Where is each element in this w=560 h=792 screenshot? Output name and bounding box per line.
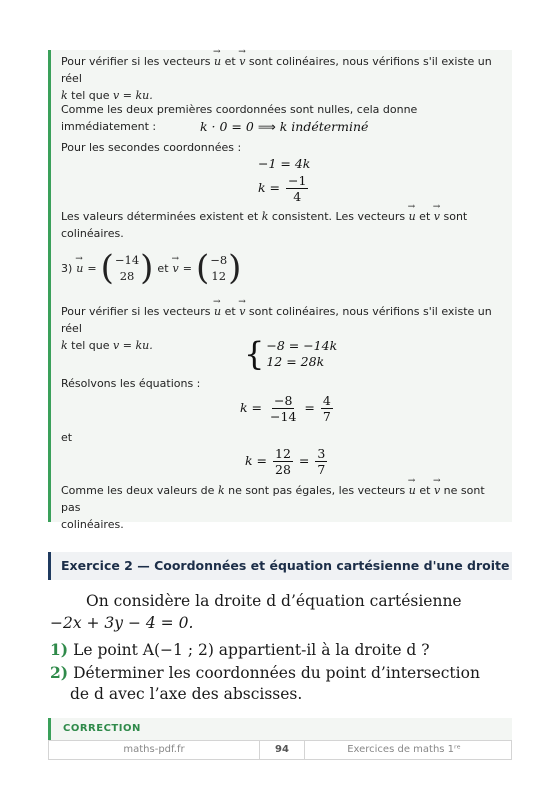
equation-k-3-7: k = $\frac{12}{28}$ = $\frac{3}{7}$: [245, 446, 326, 477]
vector-v-coordinates: ( −8 12 ): [195, 248, 242, 288]
question-2-line-2: de d avec l’axe des abscisses.: [70, 685, 303, 703]
u-y: 28: [119, 269, 135, 283]
eq-right: k indéterminé: [279, 119, 369, 134]
equation-system: { −8 = −14k 12 = 28k: [244, 335, 338, 373]
text: et: [224, 55, 236, 68]
paragraph-colinearity-check-1: [61, 53, 506, 104]
vector-u: → u: [76, 260, 83, 277]
vector-u: → u: [409, 482, 416, 499]
page-footer: [48, 740, 512, 760]
correction-label: CORRECTION: [63, 723, 141, 734]
numerator: 3: [317, 446, 326, 461]
text: ne sont pas égales, les vecteurs: [228, 484, 406, 497]
equation-k-fraction: [258, 173, 310, 204]
vector-v: → v: [434, 208, 440, 225]
equation-v-ku: v = ku.: [113, 89, 153, 102]
text: sont colinéaires, nous vérifions s'il existe un réel: [61, 305, 492, 335]
item-3-vectors: 3) → u = ( −14 28 ) et → v = ( −8 12 ): [61, 251, 506, 285]
variable-k: k: [61, 89, 68, 102]
denominator: 7: [322, 409, 331, 424]
system-row-1: −8 = −14k: [266, 338, 338, 353]
text: Pour vérifier si les vecteurs: [61, 55, 211, 68]
text: sont: [443, 210, 468, 223]
denominator: 28: [275, 462, 291, 477]
denominator: 4: [293, 189, 302, 204]
text: Pour vérifier si les vecteurs: [61, 305, 211, 318]
question-text: Le point A(−1 ; 2) appartient-il à la droite d ?: [73, 641, 430, 659]
vector-u: → u: [214, 303, 221, 320]
exercise-equation: −2x + 3y − 4 = 0.: [50, 614, 194, 632]
vector-u: → u: [409, 208, 416, 225]
text: ne sont pas: [61, 484, 485, 514]
exercise-intro-line-1: On considère la droite d d’équation cartésienne: [86, 592, 462, 610]
equation-k-4-7: k = $\frac{-8}{-14}$ = $\frac{4}{7}$: [240, 393, 331, 424]
paragraph-conclusion-3: [61, 482, 506, 533]
system-row-2: 12 = 28k: [266, 354, 325, 369]
text-et: et: [61, 431, 73, 444]
text: tel que: [71, 339, 110, 352]
vector-v: → v: [434, 482, 440, 499]
paragraph-first-coordinates: Comme les deux premières coordonnées sont nulles, cela donne immédiatement :: [61, 103, 418, 133]
fraction: [315, 446, 327, 477]
eq-left: k =: [245, 453, 268, 468]
equation-v-ku: v = ku.: [113, 339, 153, 352]
fraction: [321, 393, 333, 424]
variable-k: k: [261, 210, 269, 223]
item-number: 3): [61, 261, 73, 275]
text: Les valeurs déterminées existent et: [61, 210, 259, 223]
fraction: [273, 446, 293, 477]
footer-page-number: 94: [259, 741, 305, 759]
text: Comme les deux valeurs de: [61, 484, 215, 497]
vector-v: → v: [239, 303, 245, 320]
footer-title: Exercices de maths 1ʳᵉ: [347, 744, 461, 755]
numerator: 12: [275, 446, 291, 461]
u-x: −14: [114, 253, 140, 267]
numerator: −8: [273, 393, 293, 408]
paragraph-second-coordinates: Pour les secondes coordonnées :: [61, 141, 242, 154]
correction-block-2: [48, 718, 512, 740]
eq-left: k =: [240, 400, 263, 415]
text: et: [419, 210, 431, 223]
equation-k-indetermine: [200, 119, 368, 134]
footer-site: maths-pdf.fr: [123, 744, 185, 755]
paragraph-solve-equations: Résolvons les équations :: [61, 377, 201, 390]
question-1: [50, 640, 430, 659]
vector-u: → u: [214, 53, 221, 70]
vector-v: → v: [239, 53, 245, 70]
question-number: 1): [50, 640, 69, 659]
text: sont colinéaires, nous vérifions s'il existe un réel: [61, 55, 492, 85]
implies-symbol: ⟹: [257, 119, 276, 134]
fraction: [268, 393, 298, 424]
numerator: 4: [322, 393, 331, 408]
variable-k: k: [217, 484, 225, 497]
text: et: [419, 484, 431, 497]
numerator: −1: [288, 173, 307, 188]
text: consistent. Les vecteurs: [271, 210, 406, 223]
question-text: Déterminer les coordonnées du point d’intersection: [73, 664, 480, 682]
exercise-title: Exercice 2 — Coordonnées et équation cartésienne d'une droite: [61, 558, 510, 573]
text: colinéaires.: [61, 518, 124, 531]
exercise-header: [48, 552, 512, 580]
v-x: −8: [210, 253, 228, 267]
denominator: −14: [270, 409, 297, 424]
eq-left: k · 0 = 0: [200, 119, 254, 134]
variable-k: k: [61, 339, 68, 352]
question-number: 2): [50, 663, 69, 682]
question-2: [50, 663, 480, 682]
fraction: [286, 173, 308, 204]
v-y: 12: [211, 269, 227, 283]
equation-minus1-4k: −1 = 4k: [258, 156, 311, 171]
vector-v: → v: [173, 260, 179, 277]
vector-u-coordinates: ( −14 28 ): [100, 248, 154, 288]
text: et: [157, 261, 169, 275]
paragraph-conclusion-1: [61, 208, 506, 242]
text: colinéaires.: [61, 227, 124, 240]
text: et: [224, 305, 236, 318]
eq-left: k =: [258, 180, 281, 195]
denominator: 7: [317, 462, 326, 477]
text: tel que: [71, 89, 110, 102]
